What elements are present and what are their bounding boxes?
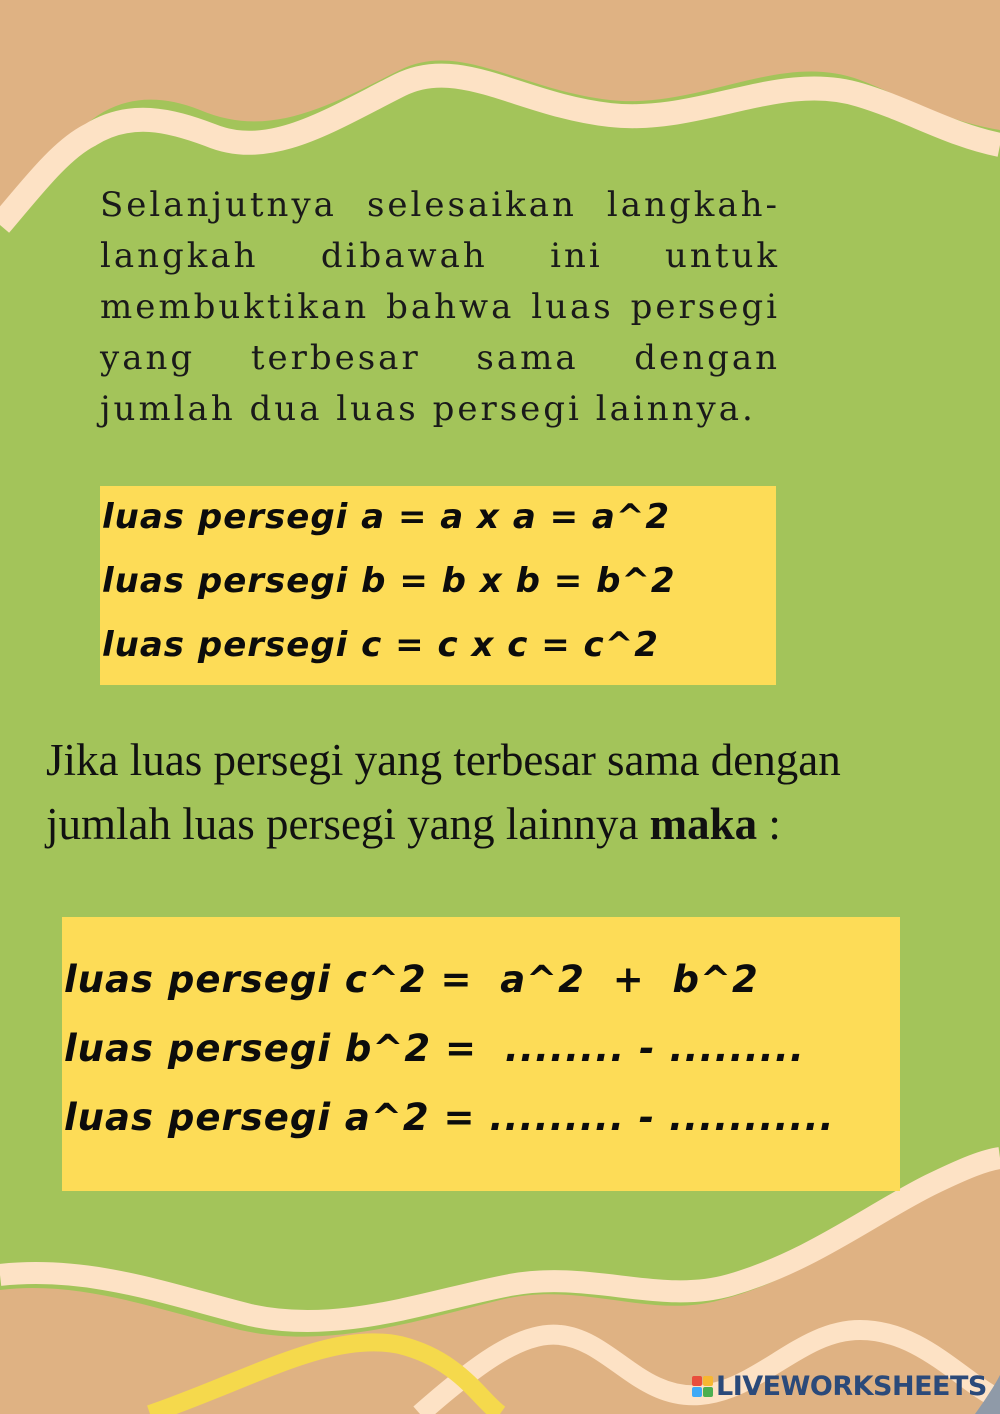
liveworksheets-logo-icon <box>692 1376 713 1397</box>
exercise-line-c: luas persegi c^2 = a^2 + b^2 <box>64 958 759 1001</box>
statement-text: Jika luas persegi yang terbesar sama dengan jumlah luas persegi yang lainnya <box>46 735 841 849</box>
exercise-line-b: luas persegi b^2 = ........ - ......... <box>64 1027 805 1070</box>
intro-paragraph: Selanjutnya selesaikan langkah-langkah dibawah ini untuk membuktikan bahwa luas persegi yang terbesar sama dengan jumlah dua luas persegi lainnya. <box>100 185 780 429</box>
statement-suffix: : <box>757 799 781 849</box>
exercise-line-a: luas persegi a^2 = ......... - ........... <box>64 1096 835 1139</box>
formula-line-b: luas persegi b = b x b = b^2 <box>102 561 676 601</box>
statement-emphasis: maka <box>649 799 758 849</box>
formula-line-c: luas persegi c = c x c = c^2 <box>102 625 659 665</box>
formula-line-a: luas persegi a = a x a = a^2 <box>102 497 671 537</box>
statement-paragraph <box>46 728 966 856</box>
brand-name: LIVEWORKSHEETS <box>716 1371 987 1402</box>
liveworksheets-brand[interactable] <box>692 1371 987 1402</box>
